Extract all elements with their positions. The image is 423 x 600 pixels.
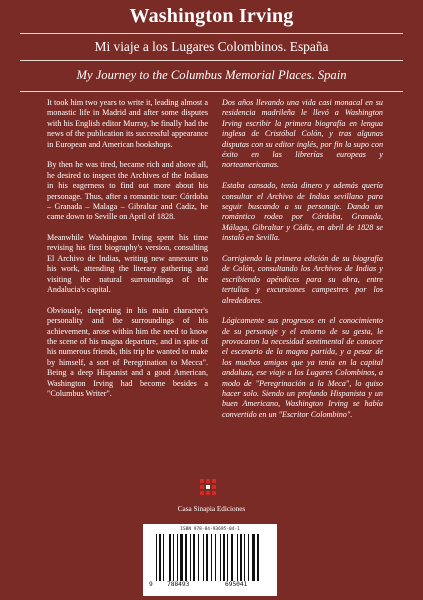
barcode-bar: [227, 534, 228, 581]
english-title: My Journey to the Columbus Memorial Places. Spain: [76, 68, 347, 82]
english-paragraph: By then he was tired, became rich and above all, he desired to inspect the Archives of the Indians in his eagerness to find out more about his personage. Thus, after a romantic tour: Córdoba – Granada – Malaga – Gibraltar and Cadiz, he came down to Seville on April of 1828.: [47, 160, 208, 222]
barcode-bar: [240, 534, 242, 581]
publisher-name: Casa Sinapia Ediciones: [177, 505, 246, 513]
barcode-bar: [159, 534, 161, 581]
barcode-bar: [193, 534, 195, 581]
publisher-logo-icon: [200, 479, 216, 495]
english-paragraph: Obviously, deepening in his main character's personality and the surroundings of his achievement, arose within him the need to know the scene of his magna departure, and in spite of his numerous friends, this trip he wanted to make by himself, a sort of Peregrination to Mecca". Being a deep Hispanist and a good American, Washington Irving had become besides a "Columbus Writer".: [47, 305, 208, 399]
barcode-bar: [206, 534, 208, 581]
english-paragraph: It took him two years to write it, leading almost a monastic life in Madrid and after some disputes with his English editor Murray, he finally had the news of the publication its successful appearance in European and American bookshops.: [47, 98, 208, 149]
barcode-bar: [252, 534, 255, 581]
english-paragraph: Meanwhile Washington Irving spent his time revising his first biography's version, consulting El Archivo de Indias, writing new annexure to his work, attending the literary gathering and visiting the natural surroundings of the Andalucia's capital.: [47, 233, 208, 295]
barcode-bar: [215, 534, 216, 581]
barcode-bar: [169, 534, 171, 581]
spanish-paragraph: Dos años llevando una vida casi monacal en su residencia madrileña le llevó a Washington Irving escribir la primera biografía en lengua inglesa de Cristóbal Colón, y tras algunas disputas con su editor inglés, por fin la supo con éxito en las librerías europeas y norteamericanas.: [222, 98, 383, 170]
author-name: Washington Irving: [129, 5, 294, 27]
barcode-bar: [257, 534, 259, 581]
barcode-bar: [248, 534, 249, 581]
barcode-bar: [190, 534, 191, 581]
barcode-bar: [177, 534, 178, 581]
barcode-bar: [231, 534, 233, 581]
isbn-text: ISBN 978-84-93695-04-1: [180, 527, 240, 532]
barcode-bar: [198, 534, 199, 581]
barcode-bar: [203, 534, 204, 581]
barcode-bars: [156, 534, 268, 581]
barcode-bar: [223, 534, 225, 581]
barcode-bar: [237, 534, 238, 581]
spanish-paragraph: Lógicamente sus progresos en el conocimiento de su personaje y el entorno de su gesta, le provocaron la necesidad sentimental de conocer el escenario de la magna partida, y a pesar de los muchos amigos que ya tenía en la capital andaluza, ese viaje a los Lugares Colombinos, a modo de "Peregrinación a la Meca", lo quiso hacer solo. Siendo un profundo Hispanista y un buen Americano, Washington Irving se había convertido en un "Escritor Colombino".: [222, 316, 383, 419]
barcode-right-digits: 695041: [225, 581, 248, 588]
barcode-bar: [244, 534, 245, 581]
barcode-bar: [173, 534, 174, 581]
isbn-barcode: [143, 524, 277, 596]
bottom-divider: [20, 91, 403, 92]
spanish-paragraph: Corrigiendo la primera edición de su biografía de Colón, consultando los Archivos de Indias y escribiendo apéndices para su obra, entre tertulias y excursiones campestres por los alrededores.: [222, 253, 383, 305]
middle-divider: [20, 60, 403, 61]
barcode-bar: [220, 534, 221, 581]
barcode-lead-digit: 9: [149, 581, 153, 588]
barcode-bar: [211, 534, 212, 581]
spanish-title: Mi viaje a los Lugares Colombinos. España: [94, 39, 329, 54]
barcode-bar: [156, 534, 157, 581]
top-divider: [20, 33, 403, 34]
barcode-left-digits: 788493: [167, 581, 190, 588]
english-blurb-column: [47, 98, 208, 410]
spanish-paragraph: Estaba cansado, tenía dinero y además quería consultar el Archivo de Indias sevillano para seguir buscando a su personaje. Dando un romántico rodeo por Córdoba, Granada, Málaga, Gibraltar y Cádiz, en abril de 1828 se instaló en Sevilla.: [222, 181, 383, 243]
barcode-bar: [180, 534, 183, 581]
barcode-bar: [185, 534, 187, 581]
barcode-bar: [163, 534, 164, 581]
spanish-blurb-column: [222, 98, 383, 431]
